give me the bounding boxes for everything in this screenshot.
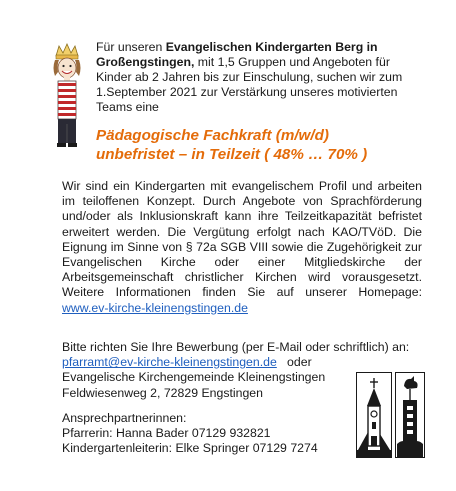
contacts-section bbox=[62, 411, 382, 457]
contact-pastor: Pfarrerin: Hanna Bader 07129 932821 bbox=[62, 426, 271, 441]
application-or: oder bbox=[276, 355, 312, 370]
homepage-link[interactable]: www.ev-kirche-kleinengstingen.de bbox=[62, 300, 248, 315]
description-text: Wir sind ein Kindergarten mit evangelischem Profil und arbeiten im teiloffenen Konzept. Durch Angebote von Sprachförderung und/oder als Inklusionskraft kann ihre Teilzeitkapazität befristet erweitert werden. Die Vergütung erfolgt nach KAO/TVöD. Die Eignung im Sinne von § 72a SGB VIII sowie die Zugehörigkeit zur Evangelischen Kirche oder einer Mitgliedskirche der Arbeitsgemeinschaft christlicher Kirchen wird vorausgesetzt. Weitere Informationen finden Sie auf unserer Homepage: bbox=[62, 179, 422, 300]
kindergarten-name: Evangelischen Kindergarten Berg in Großengstingen, bbox=[96, 40, 378, 69]
application-email-line bbox=[62, 355, 442, 370]
position-title-line2: unbefristet – in Teilzeit ( 48% … 70% ) bbox=[96, 146, 368, 163]
intro-paragraph bbox=[96, 40, 426, 115]
position-title bbox=[96, 126, 436, 164]
position-title-line1: Pädagogische Fachkraft (m/w/d) bbox=[96, 127, 329, 144]
parish-address: Feldwiesenweg 2, 72829 Engstingen bbox=[62, 385, 263, 400]
intro-prefix: Für unseren bbox=[96, 40, 166, 54]
parish-name: Evangelische Kirchengemeinde Kleinengstingen bbox=[62, 370, 326, 385]
rooster-steeple-woodcut-illustration bbox=[395, 372, 425, 458]
application-instructions: Bitte richten Sie Ihre Bewerbung (per E-Mail oder schriftlich) an: bbox=[62, 340, 410, 354]
contact-kindergarten-head: Kindergartenleiterin: Elke Springer 07129 7274 bbox=[62, 441, 318, 456]
intro-text: mit 1,5 Gruppen und Angeboten für Kinder ab 2 Jahren bis zur Einschulung, suchen wir zum 1.September 2021 zur Verstärkung unseres motivierten Teams eine bbox=[96, 55, 403, 114]
contacts-heading: Ansprechpartnerinnen: bbox=[62, 411, 187, 425]
church-woodcut-illustration bbox=[356, 372, 392, 458]
king-figure-illustration bbox=[48, 42, 86, 148]
description-paragraph bbox=[62, 179, 422, 316]
application-email-link[interactable]: pfarramt@ev-kirche-kleinengstingen.de bbox=[62, 355, 277, 370]
